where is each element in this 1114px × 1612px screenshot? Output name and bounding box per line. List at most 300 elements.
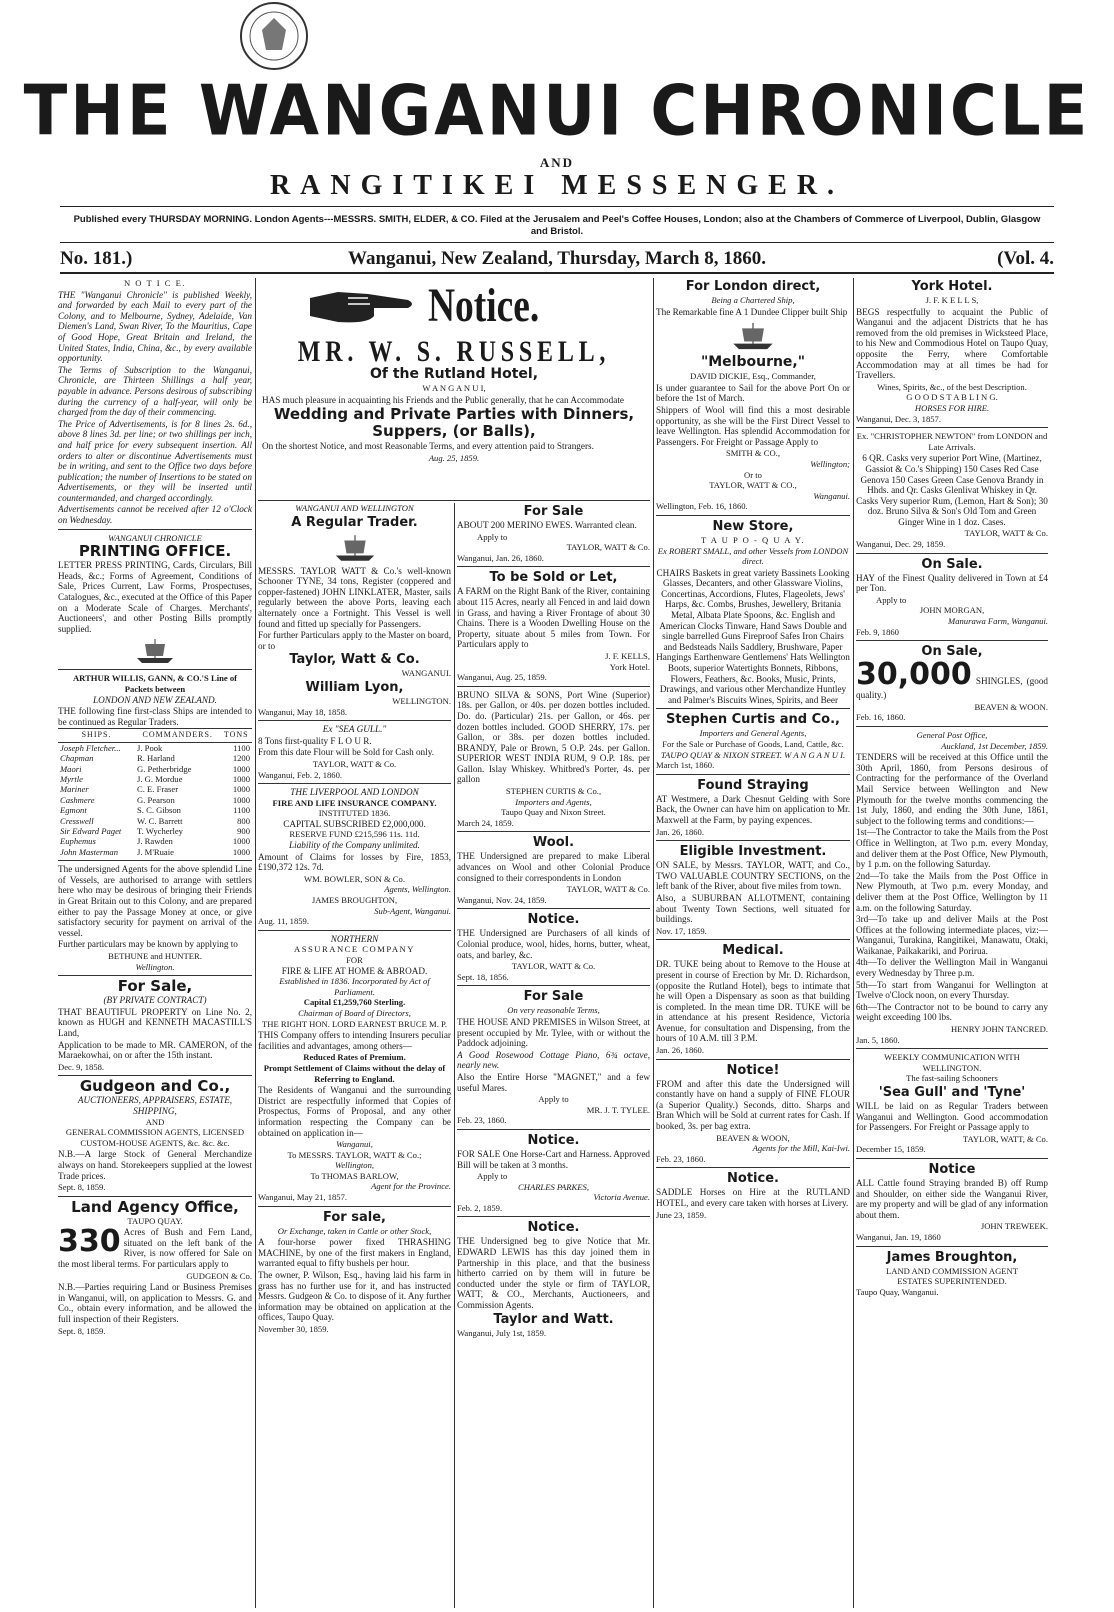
investment-body: ON SALE, by Messrs. TAYLOR, WATT, and Co., TWO VALUABLE COUNTRY SECTIONS, on the left bank of the River, about five miles from town.	[656, 860, 850, 892]
masthead-and: AND	[539, 155, 575, 170]
liverpool-heading: THE LIVERPOOL AND LONDON	[290, 787, 419, 798]
liverpool-sub: FIRE AND LIFE INSURANCE COMPANY.	[272, 797, 437, 808]
masthead-rule	[60, 206, 1054, 207]
curtis-place: TAUPO QUAY & NIXON STREET. W A N G A N U I.	[660, 749, 846, 760]
russell-body	[262, 366, 646, 463]
printing-heading: PRINTING OFFICE.	[78, 542, 232, 561]
london-heading: For London direct,	[685, 279, 821, 294]
post-office-sub: Auckland, 1st December, 1859.	[941, 740, 1048, 751]
notice-heading: N O T I C E.	[123, 278, 187, 288]
notice-flour-signature: BEAVEN & WOON,	[716, 1132, 790, 1143]
on-sale-2-heading: On Sale,	[921, 644, 983, 660]
issue-number: No. 181.)	[60, 248, 133, 269]
separator	[856, 1048, 1048, 1049]
sale-3-piano: A Good Rosewood Cottage Piano, 6¾ octave, nearly new.	[457, 1049, 650, 1071]
agents-place: Wellington.	[135, 961, 175, 972]
notice-horses-heading: Notice.	[727, 1171, 779, 1187]
post-office-term-2: 2nd—To take the Mails from the Post Office in New Plymouth, at Two p.m. every Monday, and deliver them at the Post Office, Wellington by 11 a.m. on the following Saturday.	[856, 870, 1048, 913]
let-signature: J. F. KELLS,	[605, 650, 650, 661]
land-date: Sept. 8, 1859.	[58, 1325, 106, 1336]
notice-horses-body: SADDLE Horses on Hire at the RUTLAND HOTEL, and every care taken with horses at Livery.	[656, 1187, 850, 1208]
ship-ship-name: Cresswell	[60, 815, 94, 826]
notice-flour-body: FROM and after this date the Undersigned will constantly have on hand a supply of FINE FLOUR (a Superior Quality.) Seconds, ditto. Sharps and Bran Which will be Sold at current rates for Cash. If booked, 3s. per bag extra.	[656, 1078, 850, 1132]
column-5	[856, 278, 1048, 1608]
liverpool-liability: Liability of the Company unlimited.	[289, 840, 420, 851]
notice-1-date: Sept. 18, 1856.	[457, 971, 509, 982]
table-row	[58, 753, 252, 763]
land-signature: GUDGEON & Co.	[186, 1270, 252, 1281]
land-acres: 330	[58, 1224, 121, 1260]
broughton-sub: LAND AND COMMISSION AGENT	[885, 1265, 1018, 1276]
store-sub: T A U P O - Q U A Y.	[700, 534, 806, 545]
ship-ship-name: Mariner	[60, 784, 89, 795]
on-sale-signature-sub: Manurawa Farm, Wanganui.	[948, 616, 1048, 627]
separator	[856, 427, 1048, 428]
ship-commander: S. C. Gibson	[137, 805, 181, 816]
table-header-commanders: COMMANDERS.	[135, 729, 220, 742]
sale-3-signature: MR. J. T. TYLEE.	[586, 1104, 650, 1115]
subscription-terms: The Terms of Subscription to the Wanganui, Chronicle, are Thirteen Shillings a half year, payable in advance. Persons desirous of subscribing during the currency of a half-year, will only be charged from the day of their commencing.	[58, 364, 252, 418]
post-office-term-5: 5th—To start from Wanganui for Wellington at Twelve o'Clock noon, on every Thursday.	[856, 979, 1048, 1001]
weekly-ships: 'Sea Gull' and 'Tyne'	[878, 1085, 1026, 1100]
stray-heading: Found Straying	[697, 777, 809, 793]
ship-ship-name: John Masterman	[60, 846, 118, 857]
land-nb: N.B.—Parties requiring Land or Business Premises in Wanganui, will, on application to Messrs. G. and Co., obtain every information, and be allowed the full inspection of their Registers.	[58, 1282, 252, 1325]
separator	[58, 860, 252, 861]
table-row	[58, 795, 252, 805]
separator	[58, 529, 252, 530]
agents-signature: BETHUNE and HUNTER.	[108, 951, 202, 961]
sale-3-apply: Apply to	[538, 1094, 569, 1105]
table-row	[58, 774, 252, 784]
for-sale-subheading: (BY PRIVATE CONTRACT)	[103, 995, 207, 1006]
separator	[258, 783, 451, 784]
russell-notice	[258, 278, 650, 503]
separator	[258, 1206, 451, 1207]
let-date: Wanganui, Aug. 25, 1859.	[457, 672, 547, 683]
ship-tons: 1100	[233, 742, 250, 753]
ship-tons: 1000	[232, 784, 250, 795]
trader-more: For further Particulars apply to the Master on board, or to	[258, 630, 451, 651]
separator	[457, 1129, 650, 1130]
trader-subheading: WANGANUI AND WELLINGTON	[295, 503, 414, 513]
liverpool-claims: Amount of Claims for losses by Fire, 1853, £190,372 12s. 7d.	[258, 851, 451, 873]
gudgeon-sub2: AND	[145, 1116, 165, 1127]
separator	[258, 720, 451, 721]
investment-body-2: Also, a SUBURBAN ALLOTMENT, containing about Twenty Town Sections, well situated for buildings.	[656, 892, 850, 925]
separator	[258, 930, 451, 931]
notice-3-date: Wanganui, July 1st, 1859.	[457, 1327, 547, 1338]
russell-hotel: Of the Rutland Hotel,	[369, 366, 539, 382]
liverpool-signature-sub: Agents, Wellington.	[384, 884, 451, 895]
for-sale-2-body-2: The owner, P. Wilson, Esq., having laid his farm in grass has no further use for it, and has instructed Messrs. Gudgeon & Co. to dispose of it. Any further information may be obtained on application at the offices, Taupo Quay.	[258, 1270, 451, 1323]
separator	[457, 566, 650, 567]
trader-date: Wanganui, May 18, 1858.	[258, 706, 348, 717]
liverpool-signature: WM. BOWLER, SON & Co.	[304, 873, 405, 884]
ship-ship-name: Euphemus	[60, 836, 96, 847]
on-sale-signature: JOHN MORGAN,	[919, 605, 985, 616]
separator	[856, 553, 1048, 554]
notice-rule	[258, 500, 650, 501]
ship-ship-name: Cashmere	[60, 794, 95, 805]
liverpool-capital: CAPITAL SUBSCRIBED £2,000,000.	[283, 818, 426, 829]
dateline-rule-bottom	[60, 272, 1054, 274]
on-sale-heading: On Sale.	[921, 556, 983, 572]
melbourne-or: Or to	[744, 469, 762, 480]
northern-agent: Agent for the Province.	[371, 1181, 451, 1192]
column-4	[656, 278, 850, 1608]
ship-tons: 1000	[232, 763, 250, 774]
ship-icon	[133, 636, 177, 666]
northern-prompt: Prompt Settlement of Claims without the delay of Referring to England.	[263, 1062, 446, 1084]
cattle-notice-body: ALL Cattle found Straying branded B) off Rump and Shoulder, on either side the Wanganui River, are my property and will be glad of any information about them.	[856, 1177, 1048, 1220]
separator	[856, 1158, 1048, 1159]
for-sale-2-body: A four-horse power fixed THRASHING MACHINE, by one of the first makers in England, warranted equal to fifty bushels per hour.	[258, 1237, 451, 1269]
packets-heading: ARTHUR WILLIS, GANN, & CO.'S Line of Packets between	[72, 673, 238, 694]
york-body: BEGS respectfully to acquaint the Public of Wanganui and the adjacent Districts that he has removed from the old premises in Wicksteed Place, to his New and Commodious Hotel on Taupo Quay, opposite the Ferry, where Comfortable Accommodation may at all times be had for Travellers.	[856, 306, 1048, 381]
land-agency-heading: Land Agency Office,	[71, 1197, 239, 1216]
broughton-sub-2: ESTATES SUPERINTENDED.	[897, 1276, 1007, 1287]
table-row	[58, 836, 252, 846]
post-office-signature: HENRY JOHN TANCRED.	[951, 1024, 1048, 1035]
notice-3-heading: Notice.	[527, 1220, 580, 1236]
notice-3-body: THE Undersigned beg to give Notice that Mr. EDWARD LEWIS has this day joined them in Partnership in this place, and that the business hitherto carried on by them will in future be conducted under the style or firm of TAYLOR, WATT, & CO., Merchants, Auctioneers, and Commission Agents.	[457, 1236, 650, 1311]
london-sub: Being a Chartered Ship,	[711, 295, 795, 305]
column-1	[58, 278, 252, 1608]
curtis-heading: Stephen Curtis and Co.,	[666, 712, 840, 728]
on-sale-apply: Apply to	[876, 594, 907, 605]
advertisement-prices: The Price of Advertisements, is for 8 lines 2s. 6d., above 8 lines 3d. per line; or two shillings per inch, and half price for every subsequent insertion. All orders to alter or discontinue Advertisements must be in writing, and sent to the Office two days before publication; the number of Insertions to be stated on Advertisements, or they will be inserted until countermanded, and charged accordingly.	[58, 418, 252, 503]
table-header-ships: SHIPS.	[58, 729, 135, 742]
investment-heading: Eligible Investment.	[679, 844, 827, 860]
on-sale-2-signature: BEAVEN & WOON.	[974, 701, 1048, 712]
masthead-subtitle: RANGITIKEI MESSENGER.	[269, 170, 845, 201]
russell-wedding: Wedding and Private Parties with Dinners, Suppers, (or Balls),	[273, 405, 635, 441]
post-office-term-1: 1st—The Contractor to take the Mails from the Post Office in Wellington, at Two p.m. every Monday, and deliver them at the Post Office, New Plymouth, by 1 p.m. on the following Saturday.	[856, 827, 1048, 870]
agents-more: Further particulars may be known by applying to	[58, 939, 238, 950]
let-heading: To be Sold or Let,	[489, 570, 618, 586]
notice-2-body: FOR SALE One Horse-Cart and Harness. Approved Bill will be taken at 3 months.	[457, 1148, 650, 1170]
ship-tons: 800	[237, 815, 250, 826]
medical-body: DR. TUKE being about to Remove to the House at present in course of Erection by Mr. D. Richardson, (opposite the Rutland Hotel), begs to intimate that he will Open a Dispensary as soon as that building is completed. In the mean time DR. TUKE will be in attendance at his present Residence, Victoria Avenue, for consultation and Dispensing, from the hours of 10 A.M. till 3 P.M.	[656, 959, 850, 1044]
sale-signature: TAYLOR, WATT & Co.	[566, 542, 650, 553]
ship-commander: J. M'Ruaie	[137, 846, 174, 857]
post-office-term-6: 6th—The Contractor not to be bound to carry any weight exceeding 100 lbs.	[856, 1001, 1048, 1023]
wool-heading: Wool.	[532, 835, 575, 851]
notice-2-signature: CHARLES PARKES,	[518, 1181, 589, 1192]
on-sale-date: Feb. 9, 1860	[856, 626, 899, 637]
land-body: Acres of Bush and Fern Land, situated on the left bank of the River, is now offered for Sale on the most liberal terms. For particulars apply to	[58, 1227, 252, 1270]
pointing-hand-icon	[308, 284, 418, 328]
for-sale-heading: For Sale,	[117, 977, 193, 996]
crest-seal-icon	[238, 0, 310, 72]
liverpool-signature-2: JAMES BROUGHTON,	[311, 895, 398, 906]
separator	[656, 774, 850, 775]
wool-date: Wanganui, Nov. 24, 1859.	[457, 894, 547, 905]
dateline-rule-top	[60, 242, 1054, 243]
trader-heading: A Regular Trader.	[291, 514, 418, 530]
separator	[856, 1246, 1048, 1247]
subscription-notice: THE "Wanganui Chronicle" is published Weekly, and forwarded by each Mail to every part of the Colony, and to Melbourne, Sydney, Adelaide, Van Diemen's Land, Swan River, To the Mauritius, Cape of Good Hope, Great Britain and Ireland, the United States, India, China, &c., by every available opportunity.	[58, 289, 252, 364]
separator	[457, 1216, 650, 1217]
northern-capital: Capital £1,259,760 Sterling.	[303, 997, 406, 1008]
york-horses: HORSES FOR HIRE.	[914, 402, 990, 413]
ship-ship-name: Maori	[60, 763, 82, 774]
seagull-signature: TAYLOR, WATT & Co.	[312, 758, 397, 769]
trader-signature: Taylor, Watt & Co.	[289, 652, 420, 668]
cattle-notice-heading: Notice	[928, 1161, 976, 1177]
ship-tons: 1000	[232, 774, 250, 784]
separator	[656, 939, 850, 940]
ship-ship-name: Egmont	[60, 805, 87, 816]
columns	[58, 278, 1048, 1608]
seagull-date: Wanganui, Feb. 2, 1860.	[258, 769, 343, 780]
melbourne-signature-2: TAYLOR, WATT & CO.,	[709, 480, 797, 491]
separator	[58, 975, 252, 976]
liverpool-reserve: RESERVE FUND £215,596 11s. 11d.	[289, 829, 420, 840]
sale-3-sub: On very reasonable Terms,	[507, 1005, 600, 1016]
russell-terms: On the shortest Notice, and most Reasonable Terms, and every attention paid to Strangers.	[262, 441, 594, 452]
russell-place: W A N G A N U I,	[422, 383, 486, 393]
notice-1-body: THE Undersigned are Purchasers of all kinds of Colonial produce, wool, hides, horns, butter, wheat, oats, and barley, &c.	[457, 928, 650, 960]
weekly-signature: TAYLOR, WATT, & Co.	[962, 1133, 1048, 1144]
northern-date: Wanganui, May 21, 1857.	[258, 1192, 348, 1203]
melbourne-commander: DAVID DICKIE, Esq., Commander,	[690, 371, 816, 382]
dateline	[60, 248, 1054, 270]
investment-date: Nov. 17, 1859.	[656, 925, 707, 936]
issue-date: Wanganui, New Zealand, Thursday, March 8, 1860.	[348, 248, 766, 269]
northern-chairman: Chairman of Board of Directors,	[298, 1007, 411, 1018]
shingles-count: 30,000	[856, 657, 972, 693]
newton-heading: Ex. "CHRISTOPHER NEWTON" from LONDON and Late Arrivals.	[856, 431, 1048, 452]
sale-body: ABOUT 200 MERINO EWES. Warranted clean.	[457, 520, 637, 530]
separator	[856, 640, 1048, 641]
ships-table-body	[58, 742, 252, 857]
separator	[856, 726, 1048, 727]
separator	[58, 1196, 252, 1197]
curtis-sub: Importers and General Agents,	[699, 728, 807, 739]
separator	[457, 686, 650, 687]
table-row	[58, 816, 252, 826]
ship-ship-name: Joseph Fletcher...	[60, 742, 121, 753]
on-sale-2-body: SHINGLES, (good quality.)	[856, 676, 1048, 701]
advertisement-deadline: Advertisements cannot be received after 12 o'Clock on Wednesday.	[58, 504, 252, 526]
ship-tons: 1100	[233, 805, 250, 816]
packets-body: THE following fine first-class Ships are intended to be continued as Regular Traders.	[58, 706, 252, 727]
medical-heading: Medical.	[722, 943, 784, 959]
ship-commander: G. Pearson	[137, 794, 175, 805]
ship-commander: C. E. Fraser	[137, 784, 179, 795]
separator	[457, 985, 650, 986]
let-signature-sub: York Hotel.	[609, 661, 650, 672]
table-row	[58, 784, 252, 794]
york-wines: Wines, Spirits, &c., of the best Description.	[877, 381, 1027, 392]
sale-3-date: Feb. 23, 1860.	[457, 1115, 507, 1126]
ship-commander: R. Harland	[137, 753, 175, 764]
weekly-heading: WEEKLY COMMUNICATION WITH WELLINGTON.	[884, 1052, 1020, 1073]
post-office-date: Jan. 5, 1860.	[856, 1034, 900, 1045]
sale-3-horse: Also the Entire Horse "MAGNET," and a few useful Mares.	[457, 1071, 650, 1093]
northern-wanganui: Wanganui,	[336, 1139, 373, 1150]
ship-commander: G. Petherbridge	[137, 763, 192, 774]
melbourne-signature-sub: Wellington;	[810, 458, 850, 469]
printing-subheading: WANGANUI CHRONICLE	[108, 532, 202, 543]
table-row	[58, 805, 252, 815]
sale-3-heading: For Sale	[523, 989, 584, 1005]
separator	[656, 1059, 850, 1060]
northern-fire: FIRE & LIFE AT HOME & ABROAD.	[281, 965, 428, 976]
column-2	[258, 503, 451, 1608]
trader-signature-2: William Lyon,	[305, 679, 404, 695]
agents-body: The undersigned Agents for the above splendid Line of Vessels, are authorised to arrange with settlers here who may be desirous of bringing their Friends in Great Britain out to this Colony, and are prepared either to pay the Passage Money at once, or give satisfactory security for payment on arrival of the vessel.	[58, 864, 252, 938]
for-sale-2-heading: For sale,	[323, 1209, 386, 1225]
separator	[58, 669, 252, 670]
on-sale-2-date: Feb. 16, 1860.	[856, 712, 906, 723]
melbourne-ship: "Melbourne,"	[700, 354, 806, 371]
stray-body: AT Westmere, a Dark Chesnut Gelding with Sore Back, the Owner can have him on application to Mr. Maxwell at the Farm, by paying expences.	[656, 793, 850, 825]
on-sale-body: HAY of the Finest Quality delivered in Town at £4 per Ton.	[856, 572, 1048, 594]
cattle-notice-date: Wanganui, Jan. 19, 1860	[856, 1231, 941, 1242]
medical-date: Jan. 26, 1860.	[656, 1045, 704, 1056]
ship-ship-name: Myrtle	[60, 774, 83, 784]
packets-subheading: LONDON AND NEW ZEALAND.	[93, 694, 217, 705]
seagull-more: From this date Flour will be Sold for Cash only.	[258, 747, 435, 758]
curtis-date: March 1st, 1860.	[656, 760, 715, 771]
ships-table	[58, 728, 252, 857]
ship-tons: 1200	[232, 753, 250, 764]
northern-chairman-name: THE RIGHT HON. LORD EARNEST BRUCE M. P.	[262, 1018, 447, 1029]
column-2-3	[258, 278, 650, 1608]
table-row	[58, 742, 252, 753]
northern-for: FOR	[346, 955, 363, 965]
weekly-date: December 15, 1859.	[856, 1144, 926, 1155]
liverpool-instituted: INSTITUTED 1836.	[318, 808, 391, 819]
separator	[457, 908, 650, 909]
broughton-heading: James Broughton,	[886, 1249, 1018, 1265]
york-name: J. F. K E L L S,	[925, 295, 979, 305]
cattle-notice-signature: JOHN TREWEEK.	[980, 1221, 1048, 1232]
northern-body-2: The Residents of Wanganui and the surrounding District are respectfully informed that Copies of Prospectus, Forms of Proposal, and any other information respecting the Company can be obtained on application in—	[258, 1085, 451, 1138]
post-office-term-4: 4th—To deliver the Wellington Mail in Wanganui every Wednesday by Three p.m.	[856, 957, 1048, 979]
store-items: CHAIRS Baskets in great variety Bassinets Looking Glasses, Decanters, and other Glassware Violins, Concertinas, Accordions, Flutes, Flageolets, Jews' Harps, &c. Combs, Brushes, Jewellery, Britania Metal, Albata Plate Spoons, &c. English and American Clocks Tinware, Hand Saws Double and single barrelled Guns Fireproof Safes Iron Chairs and Bedsteads Nails Saddlery, Brushware, Paper Hangings Earthenware Gentlemens' Hats Wellington Boots, superior Watertights Bonnets, Ribbons, Flowers, Feathers, &c. Books, Music, Prints, Drawings, and various other Merchandize Huntley and Palmer's Biscuits Wines, Spirits, and Beer	[656, 567, 850, 705]
northern-to-1: To MESSRS. TAYLOR, WATT & Co.;	[287, 1149, 422, 1160]
table-header-tons: TONS	[220, 729, 252, 742]
notice-1-heading: Notice.	[527, 912, 580, 928]
post-office-body: TENDERS will be received at this Office until the 30th April, 1860, from Persons desirous of Contracting for the performance of the Overland Mail Service between Wellington and New Plymouth for the twelve months commencing the 1st July, 1860, and ending the 30th June, 1861, subject to the following terms and conditions:—	[856, 752, 1048, 826]
wool-body: THE Undersigned are prepared to make Liberal advances on Wool and other Colonial Produce consigned to their correspondents in London	[457, 851, 650, 883]
ship-tons: 1000	[232, 846, 250, 857]
for-sale-body: THAT BEAUTIFUL PROPERTY on Line No. 2, known as HUGH and KENNETH MACASTILL'S Land,	[58, 1006, 252, 1038]
seagull-heading: Ex "SEA GULL."	[322, 724, 387, 735]
masthead-title: THE WANGANUI CHRONICLE	[23, 72, 1091, 152]
store-heading: New Store,	[712, 518, 794, 534]
table-row	[58, 764, 252, 774]
gudgeon-heading: Gudgeon and Co.,	[79, 1077, 231, 1096]
york-date: Wanganui, Dec. 3, 1857.	[856, 413, 941, 424]
land-agency-sub: TAUPO QUAY.	[127, 1215, 183, 1226]
gudgeon-sub: AUCTIONEERS, APPRAISERS, ESTATE, SHIPPING,	[77, 1095, 233, 1116]
ship-ship-name: Chapman	[60, 753, 94, 764]
store-ex: Ex ROBERT SMALL, and other Vessels from LONDON direct.	[657, 545, 849, 567]
notice-2-signature-sub: Victoria Avenue.	[593, 1192, 650, 1203]
curtis-body: For the Sale or Purchase of Goods, Land, Cattle, &c.	[662, 739, 844, 749]
weekly-body: WILL be laid on as Regular Traders between Wanganui and Wellington. Good accommodation for Passengers. For Freight or Passage apply to	[856, 1101, 1048, 1133]
notice-1-signature: TAYLOR, WATT & Co.	[511, 961, 596, 972]
sale-apply: Apply to	[477, 531, 508, 542]
london-body: The Remarkable fine A 1 Dundee Clipper built Ship	[656, 306, 848, 317]
notice-title: Notice.	[428, 279, 540, 332]
notice-flour-date: Feb. 23, 1860.	[656, 1153, 706, 1164]
seagull-body: 8 Tons first-quality F L O U R.	[258, 735, 372, 746]
broughton-place: Taupo Quay, Wanganui.	[856, 1286, 939, 1297]
ship-commander: W. C. Barrett	[137, 815, 183, 826]
separator	[656, 708, 850, 709]
northern-to-2: To THOMAS BARLOW,	[310, 1170, 399, 1181]
northern-rates: Reduced Rates of Premium.	[303, 1052, 406, 1063]
york-stabling: G O O D S T A B L I N G.	[906, 392, 998, 403]
ship-icon	[331, 532, 379, 564]
notice-3-signature: Taylor and Watt.	[493, 1311, 614, 1327]
stray-date: Jan. 26, 1860.	[656, 826, 704, 837]
ship-commander: J. Pook	[137, 742, 163, 753]
separator	[656, 1167, 850, 1168]
notice-flour-heading: Notice!	[726, 1062, 780, 1078]
notice-2-heading: Notice.	[527, 1132, 580, 1148]
ship-tons: 1000	[232, 836, 250, 847]
table-row	[58, 847, 252, 857]
gudgeon-body: N.B.—A large Stock of General Merchandize always on hand. Storekeepers supplied at the lowest Trade prices.	[58, 1149, 252, 1181]
liverpool-date: Aug. 11, 1859.	[258, 916, 310, 927]
trader-place: WANGANUI.	[401, 668, 451, 679]
ship-commander: J. Rawden	[137, 836, 173, 847]
wool-signature: TAYLOR, WATT & Co.	[566, 884, 650, 895]
russell-date: Aug. 25, 1859.	[428, 452, 480, 463]
ship-tons: 900	[237, 826, 250, 837]
bruno-date: March 24, 1859.	[457, 817, 514, 828]
let-body: A FARM on the Right Bank of the River, containing about 115 Acres, nearly all Fenced in and laid down in Grass, and having a River Frontage of about 30 Chains. There is a Wooden Dwelling House on the Property, situate about 5 miles from Town. For Particulars apply to	[457, 586, 650, 650]
melbourne-signature: SMITH & CO.,	[726, 448, 780, 459]
for-sale-2-sub: Or Exchange, taken in Cattle or other Stock,	[277, 1225, 432, 1236]
bruno-signature-sub: Importers and Agents,	[515, 796, 592, 807]
separator	[58, 1075, 252, 1076]
northern-body: THIS Company offers to intending Insurers peculiar facilities and advantages, among others—	[258, 1030, 451, 1051]
for-sale-date: Dec. 9, 1858.	[58, 1061, 105, 1072]
russell-name: MR. W. S. RUSSELL,	[297, 335, 611, 368]
separator	[656, 515, 850, 516]
bruno-signature: STEPHEN CURTIS & Co.,	[505, 786, 602, 797]
melbourne-signature-2-sub: Wanganui.	[813, 490, 850, 501]
northern-wellington: Wellington,	[334, 1160, 375, 1171]
column-3	[457, 503, 650, 1608]
volume-number: (Vol. 4.	[997, 248, 1054, 269]
newton-signature: TAYLOR, WATT & Co.	[964, 528, 1048, 539]
sale-3-body: THE HOUSE AND PREMISES in Wilson Street, at present occupied by Mr. Tylee, with or without the Paddock adjoining.	[457, 1016, 650, 1049]
separator	[457, 831, 650, 832]
notice-2-apply: Apply to	[477, 1171, 508, 1182]
bruno-place: Taupo Quay and Nixon Street.	[501, 807, 606, 818]
ship-commander: J. G. Mordue	[137, 774, 183, 784]
notice-2-date: Feb. 2, 1859.	[457, 1202, 503, 1213]
york-heading: York Hotel.	[911, 279, 993, 294]
melbourne-body: Is under guarantee to Sail for the above Port On or before the 1st of March.	[656, 382, 850, 404]
newton-date: Wanganui, Dec. 29, 1859.	[856, 539, 946, 550]
northern-established: Established in 1836. Incorporated by Act of Parliament.	[279, 976, 430, 997]
trader-place-2: WELLINGTON.	[392, 695, 451, 706]
post-office-term-3: 3rd—To take up and deliver Mails at the Post Offices at the following intermediate places, viz:—Wanganui, Turakina, Rangitikei, Manawatu, Otaki, Waikanae, Paikakariki, and Porirua.	[856, 914, 1048, 956]
gudgeon-date: Sept. 8, 1859.	[58, 1182, 106, 1193]
for-sale-2-date: November 30, 1859.	[258, 1324, 329, 1334]
newton-items: 6 QR. Casks very superior Port Wine, (Martinez, Gassiot & Co.'s Shipping) 150 Cases Red Case Genova 150 Cases Green Case Genova Brandy in Hhds. and Qr. Casks Glenlivat Whiskey in Qr. Casks Very superior Rum, (Lemon, Hart & Son); 30 doz. Bruno Silva & Son's Old Tom and Green Ginger Wine in 1 doz. Cases.	[856, 453, 1048, 527]
